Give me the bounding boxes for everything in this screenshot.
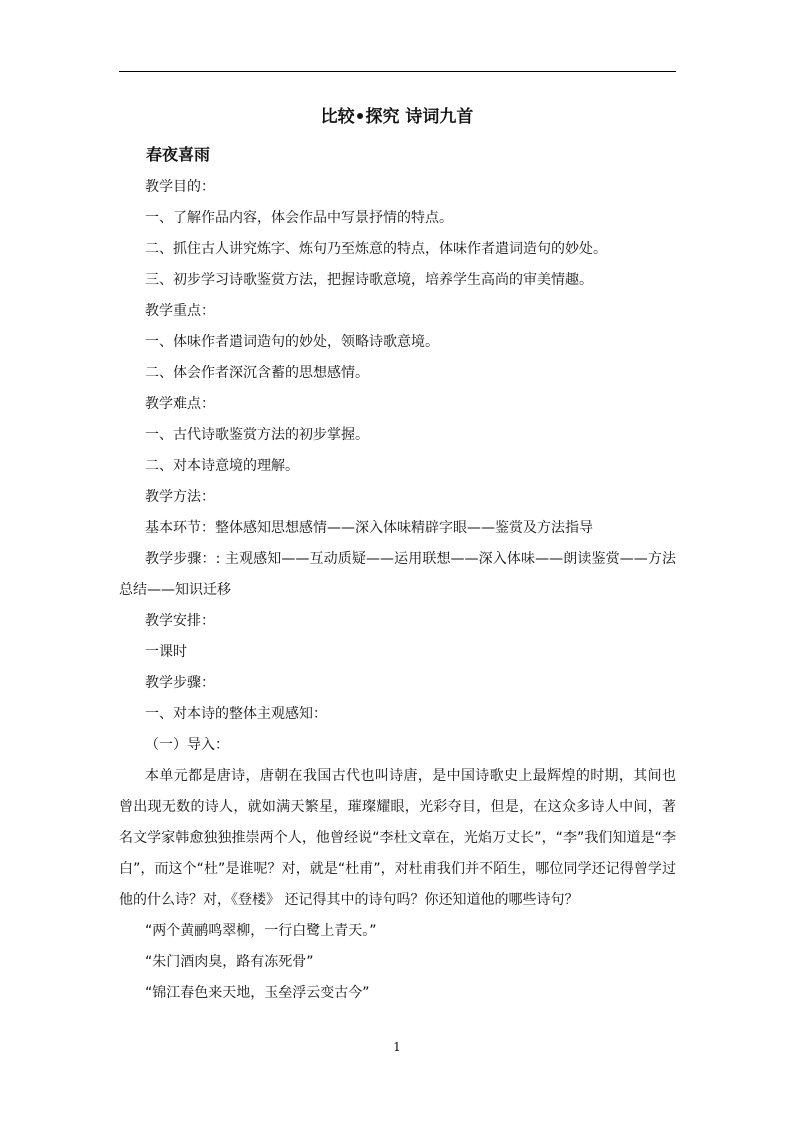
body-line: 教学步骤： [145, 675, 215, 691]
body-line: 二、体会作者深沉含蓄的思想感情。 [145, 365, 369, 381]
header-rule [119, 71, 676, 72]
document-body [119, 172, 676, 1009]
page-number: 1 [393, 1040, 401, 1054]
body-line: 教学难点： [145, 396, 215, 412]
body-line: 教学安排： [145, 613, 215, 629]
body-line: 一、体味作者遣词造句的妙处，领略诗歌意境。 [145, 334, 439, 350]
intro-paragraph: 本单元都是唐诗，唐朝在我国古代也叫诗唐，是中国诗歌史上最辉煌的时期，其间也曾出现无数的诗人，就如满天繁星，璀璨耀眼，光彩夺目，但是，在这众多诗人中间，著名文学家韩愈独独推崇两个人，他曾经说“李杜文章在，光焰万丈长”，“李”我们知道是“李白”，而这个“杜”是谁呢？对，就是“杜甫”，对杜甫我们并不陌生，哪位同学还记得曾学过他的什么诗？对，《登楼》 还记得其中的诗句吗？你还知道他的哪些诗句？ [119, 768, 676, 908]
poem-quote: “两个黄鹂鸣翠柳，一行白鹭上青天。” [145, 923, 377, 939]
body-line: 一、对本诗的整体主观感知： [145, 706, 327, 722]
section-title: 春夜喜雨 [146, 145, 211, 164]
body-line: 教学重点： [145, 303, 215, 319]
body-line: 基本环节：整体感知思想感情——深入体味精辟字眼——鉴赏及方法指导 [145, 520, 593, 536]
steps-paragraph: 教学步骤：: 主观感知——互动质疑——运用联想——深入体味——朗读鉴赏——方法总结——知识迁移 [119, 551, 676, 598]
body-line: 一课时 [145, 644, 187, 660]
body-line: 教学目的： [145, 179, 215, 195]
body-line: 三、初步学习诗歌鉴赏方法，把握诗歌意境，培养学生高尚的审美情趣。 [145, 272, 593, 288]
document-title: 比较•探究 诗词九首 [320, 107, 474, 127]
body-line: 二、抓住古人讲究炼字、炼句乃至炼意的特点，体味作者遣词造句的妙处。 [145, 241, 607, 257]
body-line: 一、了解作品内容，体会作品中写景抒情的特点。 [145, 210, 453, 226]
body-line: 一、古代诗歌鉴赏方法的初步掌握。 [145, 427, 369, 443]
body-line: （一）导入： [145, 737, 229, 753]
poem-quote: “锦江春色来天地，玉垒浮云变古今” [145, 985, 370, 1001]
body-line: 二、对本诗意境的理解。 [145, 458, 299, 474]
poem-quote: “朱门酒肉臭，路有冻死骨” [145, 954, 314, 970]
body-line: 教学方法： [145, 489, 215, 505]
